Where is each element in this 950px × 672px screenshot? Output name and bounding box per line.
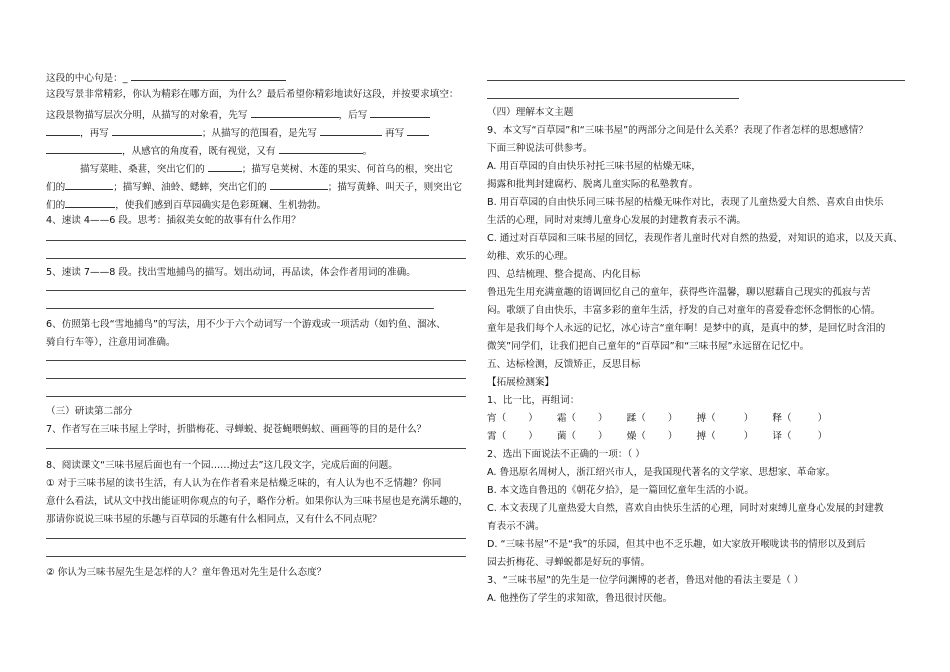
answer-line[interactable]: [46, 378, 466, 379]
fill-blank[interactable]: [208, 162, 242, 172]
question-9: 9、本文写“百草园”和“三味书屋”的两部分之间是什么关系？表现了作者怎样的思想感情？: [487, 125, 868, 136]
exercise-2-option-d-cont: 园去折梅花、寻蝉蜕都是好玩的事情。: [487, 557, 651, 568]
option-b: B. 用百草园的自由快乐同三味书屋的枯燥无味作对比，表现了儿童热爱大自然、喜欢自由快乐: [487, 197, 884, 208]
word-row-2: 霄（ ） 菌（ ） 燥（ ） 搏（ ） 译（ ）: [487, 431, 828, 442]
exercise-1: 1、比一比，再组词：: [487, 395, 580, 406]
center-sentence-line: [46, 71, 286, 85]
fill-blank[interactable]: [65, 198, 115, 208]
fill-blank[interactable]: [320, 126, 382, 136]
answer-line[interactable]: [46, 396, 466, 397]
question-6: 6、仿照第七段“雪地捕鸟”的写法，用不少于六个动词写一个游戏或一项活动（如钓鱼、溜冰、: [46, 319, 446, 330]
fill-blank[interactable]: [370, 108, 430, 118]
question-7: 7、作者写在三味书屋上学时，折腊梅花、寻蝉蜕、捉苍蝇喂蚂蚁、画画等的目的是什么？: [46, 424, 427, 435]
fill-blank[interactable]: [251, 108, 339, 118]
question-5: 5、速读 7——8 段。找出雪地捕鸟的描写。划出动词，再品读，体会作者用词的准确。: [46, 267, 416, 278]
fill-blank[interactable]: [46, 144, 122, 154]
question-8-2: ② 你认为三味书屋先生是怎样的人？童年鲁迅对先生是什么态度？: [46, 567, 327, 578]
answer-line[interactable]: [46, 448, 466, 449]
answer-line[interactable]: [46, 556, 466, 557]
exercise-2-option-c: C. 本文表现了儿童热爱大自然，喜欢自由快乐生活的心理，同时对束缚儿童身心发展的封建教: [487, 503, 884, 514]
exercise-3: 3、“三味书屋”的先生是一位学问渊博的老者，鲁迅对他的看法主要是（ ）: [487, 575, 804, 586]
answer-line[interactable]: [46, 240, 466, 241]
paragraph-line: 这段写景非常精彩，你认为精彩在哪方面，为什么？最后希望你精彩地读好这段，并按要求填空：: [46, 89, 459, 100]
exercise-2-option-c-cont: 育表示不满。: [487, 521, 545, 532]
answer-line[interactable]: [46, 290, 466, 291]
answer-line[interactable]: [46, 308, 434, 309]
question-6-cont: 骑自行车等），注意用词准确。: [46, 337, 176, 348]
option-c-cont: 幼稚、欢乐的心理。: [487, 251, 574, 262]
answer-line[interactable]: [46, 360, 466, 361]
fill-blank[interactable]: [270, 180, 328, 190]
answer-line[interactable]: [46, 538, 466, 539]
option-c: C. 通过对百草园和三味书屋的回忆，表现作者儿童时代对自然的热爱，对知识的追求，以及天真、: [487, 233, 903, 244]
question-4: 4、速读 4——6 段。思考：插叙美女蛇的故事有什么作用？: [46, 215, 301, 226]
paragraph-line: ，再写 ；从描写的范围看，是先写 再写: [46, 126, 429, 140]
exercise-2-option-b: B. 本文选自鲁迅的《朝花夕拾》，是一篇回忆童年生活的小说。: [487, 485, 754, 496]
summary-text: 鲁迅先生用充满童趣的语调回忆自己的童年，获得些许温馨，聊以慰藉自己现实的孤寂与苦: [487, 287, 871, 298]
summary-text: 童年是我们每个人永远的记忆，冰心诗言“童年啊！是梦中的真，是真中的梦，是回忆时含泪的: [487, 323, 886, 334]
paragraph-line: 描写菜畦、桑葚，突出它们的 ；描写皂荚树、木莲的果实、何首乌的根，突出它: [80, 164, 453, 175]
fill-blank[interactable]: [112, 126, 202, 136]
paragraph-line: 这段景物描写层次分明，从描写的对象看，先写 ，后写: [46, 108, 430, 122]
fill-blank[interactable]: [407, 126, 429, 136]
option-a-cont: 揭露和批判封建腐朽、脱离儿童实际的私塾教育。: [487, 179, 699, 190]
option-b-cont: 生活的心理，同时对束缚儿童身心发展的封建教育表示不满。: [487, 215, 747, 226]
exercise-2: 2、选出下面说法不正确的一项：（ ）: [487, 449, 645, 460]
question-8-1-cont: 那请你说说三味书屋的乐趣与百草园的乐趣有什么相同点，又有什么不同点呢？: [46, 514, 382, 525]
answer-line[interactable]: [487, 98, 739, 99]
fill-blank[interactable]: [279, 144, 363, 154]
question-8-1: ① 对于三味书屋的读书生活，有人认为在作者看来是枯燥乏味的，有人认为也不乏情趣？你同: [46, 478, 442, 489]
paragraph-line: 们的 ，使我们感到百草园确实是色彩斑斓、生机勃勃。: [46, 200, 327, 211]
section-5-heading: 五、达标检测，反馈矫正，反思目标: [487, 359, 641, 370]
paragraph-line: 们的 ；描写蝉、油蛉、蟋蟀，突出它们的 ；描写黄蜂、叫天子，则突出它: [46, 182, 463, 193]
summary-heading: 四、总结梳理、整合提高、内化目标: [487, 269, 641, 280]
option-a: A. 用百草园的自由快乐衬托三味书屋的枯燥无味，: [487, 161, 701, 172]
fill-blank[interactable]: [46, 126, 80, 136]
paragraph-line: ，从感官的角度看，既有视觉，又有 。: [46, 144, 372, 158]
question-8-1-cont: 意什么看法，试从文中找出能证明你观点的句子，略作分析。如果你认为三味书屋也是充满乐趣的，: [46, 496, 469, 507]
section-3-heading: （三）研读第二部分: [46, 406, 133, 417]
exercise-3-option-a: A. 他挫伤了学生的求知欲，鲁迅很讨厌他。: [487, 593, 673, 604]
extension-heading: 【拓展检测案】: [487, 377, 555, 388]
summary-text: 微笑”同学们，让我们把自己童年的“百草园”和“三味书屋”永远留在记忆中。: [487, 341, 810, 352]
answer-line[interactable]: [46, 258, 466, 259]
question-8: 8、阅读课文“三味书屋后面也有一个园……拗过去”这几段文字，完成后面的问题。: [46, 460, 398, 471]
center-sentence-label: 这段的中心句是：_: [46, 73, 128, 84]
answer-line[interactable]: [487, 80, 905, 81]
fill-blank[interactable]: [65, 180, 113, 190]
center-sentence-blank[interactable]: [131, 71, 286, 81]
summary-text: 闷。歌颂了自由快乐，丰富多彩的童年生活，抒发的自己对童年的喜爱眷恋怀念惘怅的心情。: [487, 305, 881, 316]
exercise-2-option-d: D. “三味书屋”不是“我”的乐园，但其中也不乏乐趣，如大家放开喉咙读书的情形以及到后: [487, 539, 866, 550]
word-row-1: 宵（ ） 霜（ ） 蹂（ ） 搏（ ） 释（ ）: [487, 413, 828, 424]
exercise-2-option-a: A. 鲁迅原名周树人，浙江绍兴市人，是我国现代著名的文学家、思想家、革命家。: [487, 467, 836, 478]
section-4-heading: （四）理解本文主题: [487, 107, 574, 118]
question-9-cont: 下面三种说法可供参考。: [487, 143, 593, 154]
